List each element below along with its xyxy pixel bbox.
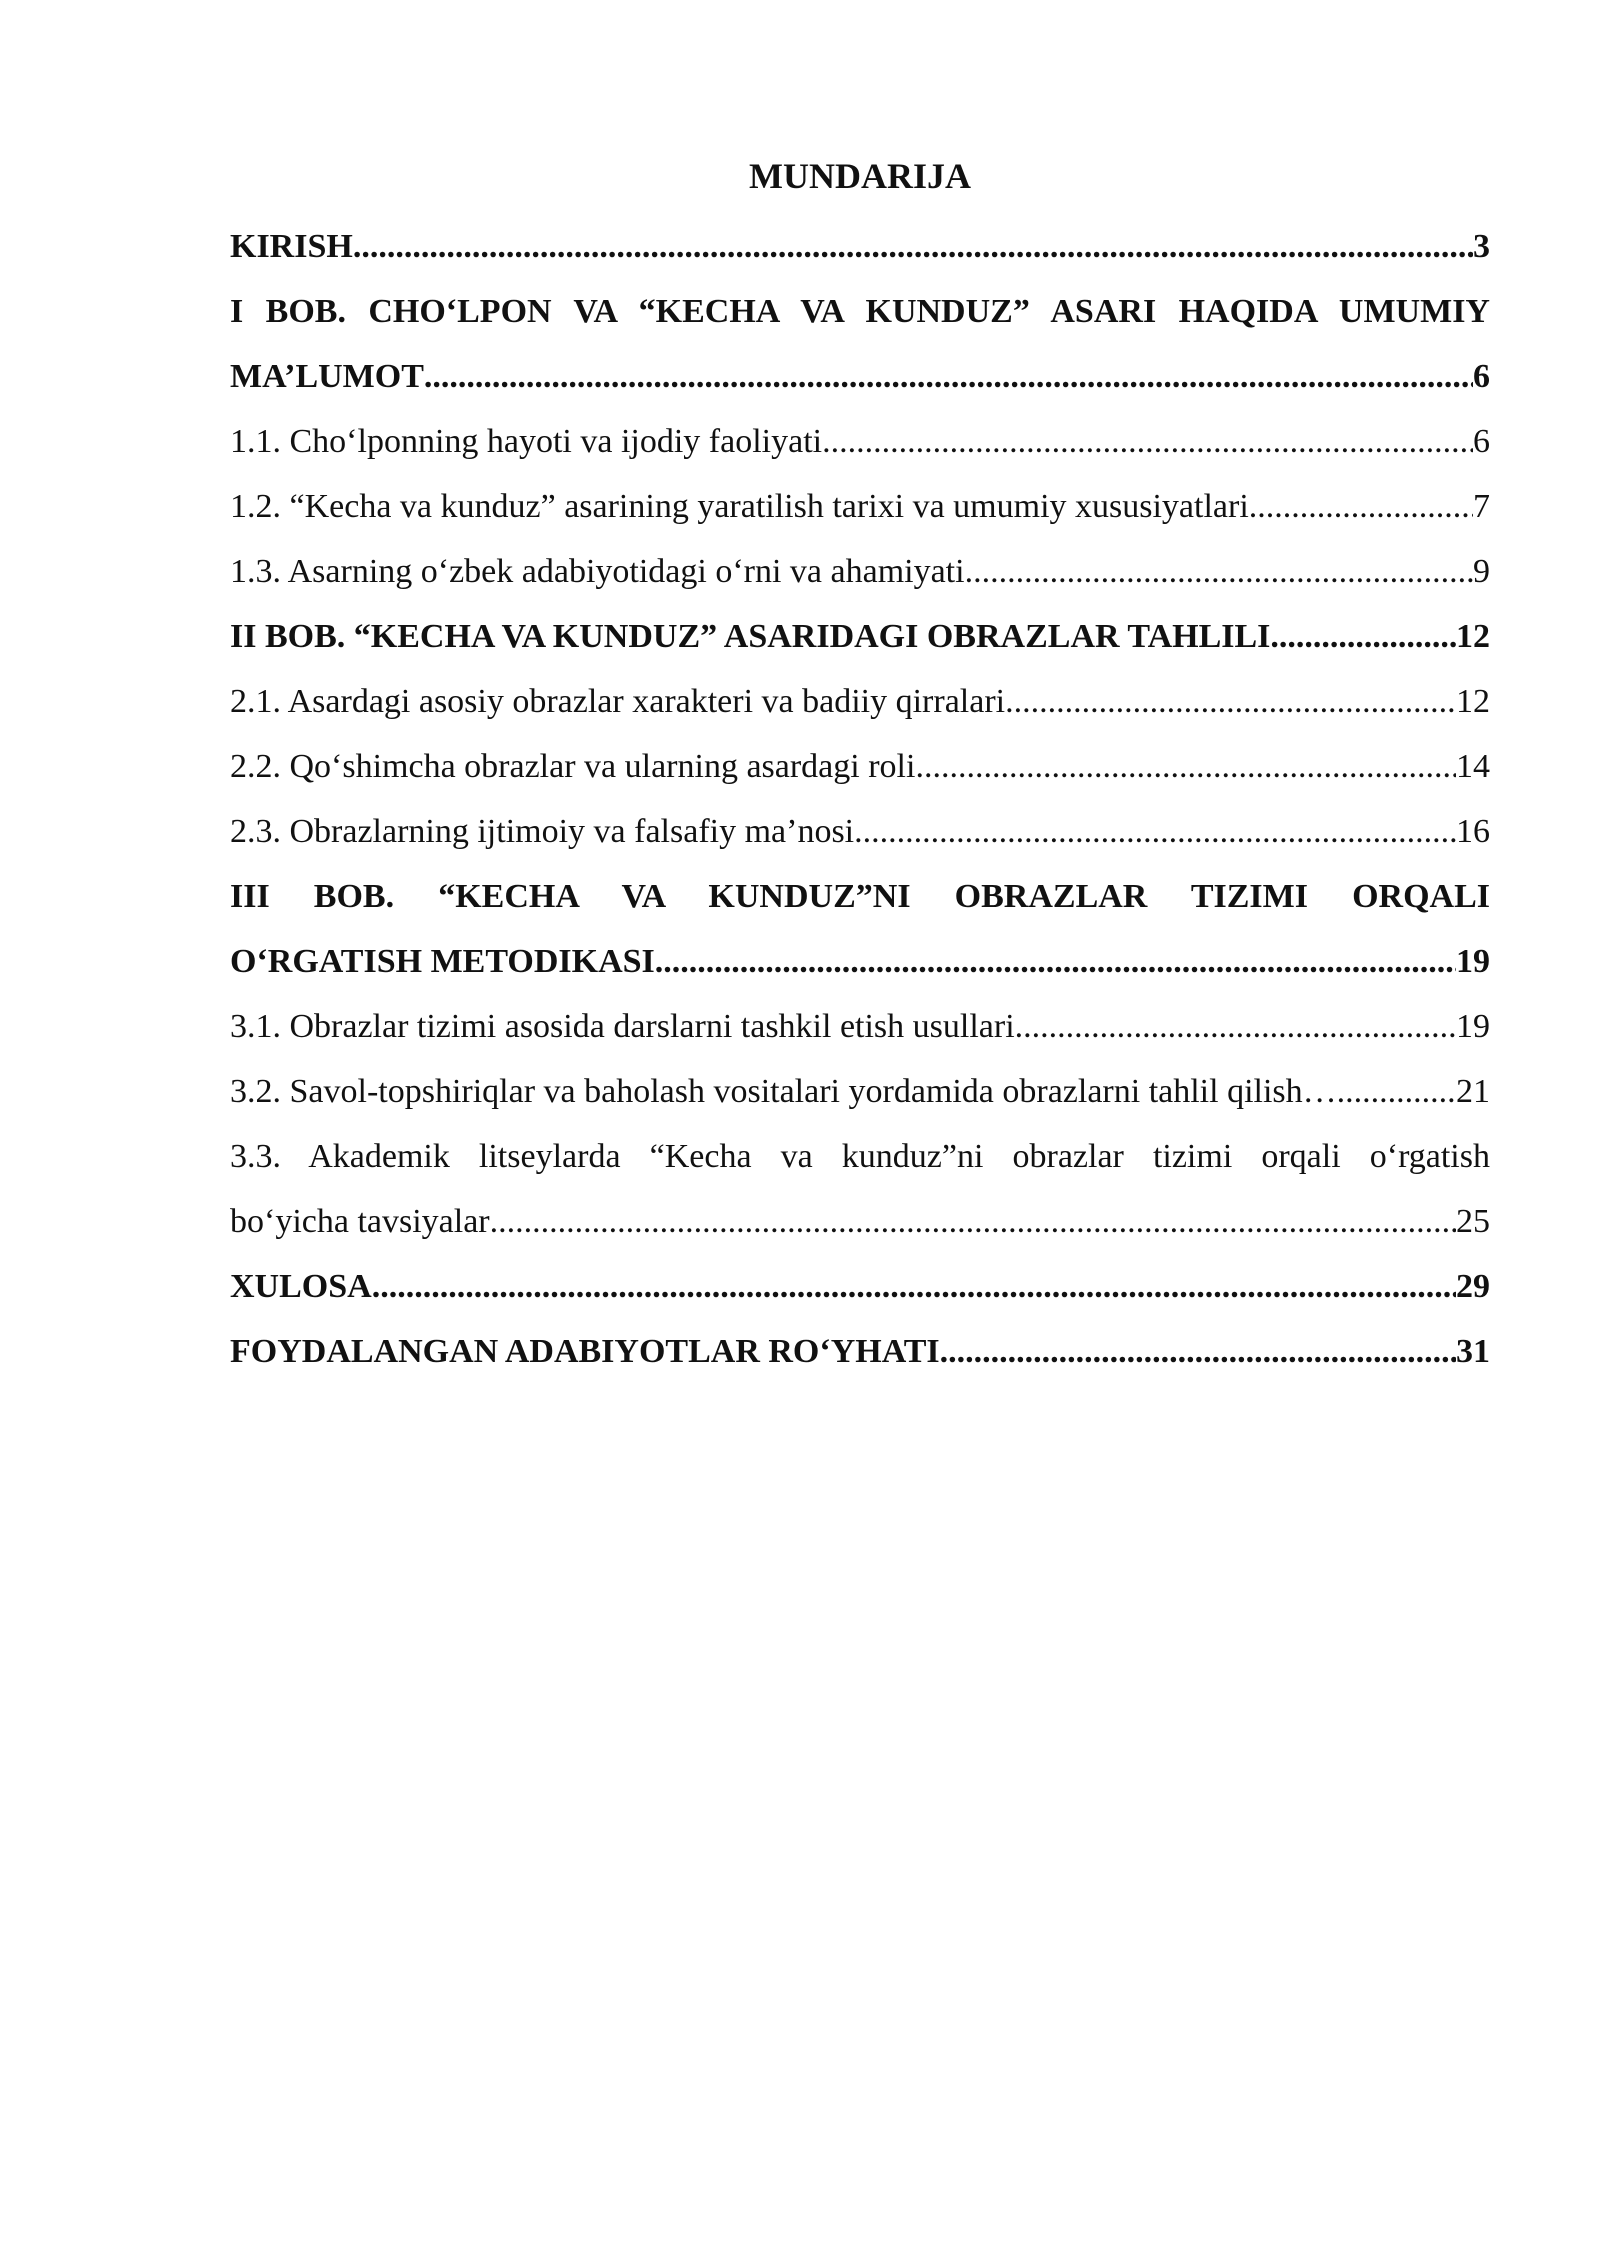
toc-dot-leader	[424, 344, 1473, 409]
page-title: MUNDARIJA	[749, 156, 971, 196]
toc-entry-text: II BOB. “KECHA VA KUNDUZ” ASARIDAGI OBRAZLAR TAHLILI	[230, 618, 1271, 655]
toc-entry-line	[230, 864, 1490, 929]
toc-entry-line	[230, 1319, 1490, 1384]
toc-page-number: 16	[1456, 813, 1490, 850]
toc-dot-leader	[822, 409, 1473, 474]
toc-entry-line	[230, 1059, 1490, 1124]
toc-entry-text: 2.2. Qo‘shimcha obrazlar va ularning asardagi roli	[230, 748, 916, 785]
toc-page-number: 6	[1473, 423, 1490, 460]
toc-page-number: 7	[1473, 488, 1490, 525]
toc-page-number: 29	[1456, 1268, 1490, 1305]
toc-entry-text: KIRISH	[230, 228, 353, 265]
toc-entry-text: 1.3. Asarning o‘zbek adabiyotidagi o‘rni va ahamiyati	[230, 553, 965, 590]
toc-entry-text: III BOB. “KECHA VA KUNDUZ”NI OBRAZLAR TIZIMI ORQALI	[230, 878, 1490, 915]
toc-dot-leader	[1015, 994, 1456, 1059]
toc-entry-line	[230, 1254, 1490, 1319]
toc-page-number: 31	[1456, 1333, 1490, 1370]
toc-entry-line	[230, 929, 1490, 994]
toc-page-number: 21	[1456, 1073, 1490, 1110]
toc-entry-line	[230, 539, 1490, 604]
toc-entry-text: 1.2. “Kecha va kunduz” asarining yaratilish tarixi va umumiy xususiyatlari	[230, 488, 1249, 525]
toc-page-number: 25	[1456, 1203, 1490, 1240]
toc-entry-text: bo‘yicha tavsiyalar	[230, 1203, 490, 1240]
toc-entry-line	[230, 409, 1490, 474]
toc-entry-text: XULOSA	[230, 1268, 372, 1305]
toc-page-number: 12	[1456, 683, 1490, 720]
toc-dot-leader	[1270, 604, 1456, 669]
toc-entry-line	[230, 1189, 1490, 1254]
toc-page-number: 12	[1456, 618, 1490, 655]
toc-dot-leader	[1005, 669, 1456, 734]
toc-entry-line	[230, 799, 1490, 864]
toc-entry-text: 2.3. Obrazlarning ijtimoiy va falsafiy ma’nosi	[230, 813, 855, 850]
toc-entry-line	[230, 344, 1490, 409]
toc-dot-leader	[915, 734, 1456, 799]
toc-page-number: 6	[1473, 358, 1490, 395]
toc-dot-leader	[940, 1319, 1456, 1384]
toc-entry-text: I BOB. CHO‘LPON VA “KECHA VA KUNDUZ” ASARI HAQIDA UMUMIY	[230, 293, 1490, 330]
toc-page-number: 3	[1473, 228, 1490, 265]
toc-dot-leader	[372, 1254, 1456, 1319]
toc-entry-line	[230, 214, 1490, 279]
toc-entry-text: 3.2. Savol-topshiriqlar va baholash vositalari yordamida obrazlarni tahlil qilish…	[230, 1073, 1337, 1110]
toc-dot-leader	[353, 214, 1473, 279]
toc-entry-text: 3.1. Obrazlar tizimi asosida darslarni tashkil etish usullari	[230, 1008, 1015, 1045]
toc-page-number: 19	[1456, 943, 1490, 980]
toc-dot-leader	[1337, 1059, 1456, 1124]
toc-entry-text: 1.1. Cho‘lponning hayoti va ijodiy faoliyati	[230, 423, 823, 460]
toc-entry-text: 2.1. Asardagi asosiy obrazlar xarakteri va badiiy qirralari	[230, 683, 1006, 720]
toc-dot-leader	[854, 799, 1456, 864]
toc-entry-text: FOYDALANGAN ADABIYOTLAR RO‘YHATI	[230, 1333, 940, 1370]
toc-entry-line	[230, 279, 1490, 344]
toc-dot-leader	[655, 929, 1456, 994]
toc-entry-text: O‘RGATISH METODIKASI	[230, 943, 655, 980]
toc-page-number: 14	[1456, 748, 1490, 785]
toc-entry-line	[230, 669, 1490, 734]
toc-entry-line	[230, 474, 1490, 539]
toc-dot-leader	[1249, 474, 1473, 539]
toc-entry-line	[230, 604, 1490, 669]
toc-page-number: 9	[1473, 553, 1490, 590]
toc-dot-leader	[490, 1189, 1456, 1254]
toc-entry-line	[230, 994, 1490, 1059]
toc-entry-text: 3.3. Akademik litseylarda “Kecha va kunduz”ni obrazlar tizimi orqali o‘rgatish	[230, 1138, 1490, 1175]
toc-entry-line	[230, 734, 1490, 799]
table-of-contents	[230, 214, 1490, 1384]
toc-entry-line	[230, 1124, 1490, 1189]
toc-dot-leader	[965, 539, 1473, 604]
toc-page-number: 19	[1456, 1008, 1490, 1045]
toc-entry-text: MA’LUMOT	[230, 358, 424, 395]
